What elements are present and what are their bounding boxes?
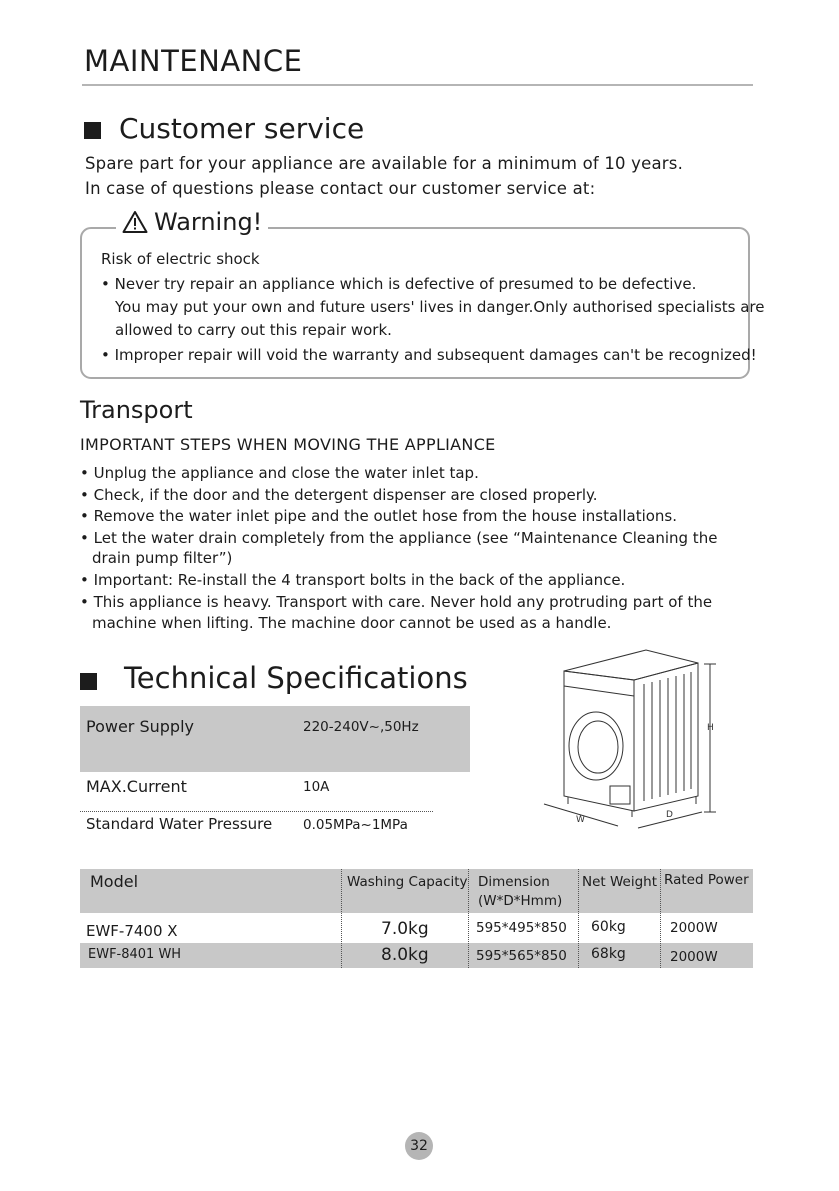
header-model: Model — [90, 872, 139, 891]
table-cell-dimension: 595*495*850 — [476, 920, 567, 936]
column-separator — [468, 869, 469, 968]
header-rated-power: Rated Power — [664, 872, 749, 888]
table-cell-power: 2000W — [670, 920, 718, 936]
table-cell-capacity: 8.0kg — [381, 945, 429, 965]
power-supply-row — [80, 706, 470, 772]
page-number: 32 — [405, 1132, 433, 1160]
warning-bullet: • Never try repair an appliance which is defective of presumed to be defective. — [101, 275, 697, 293]
customer-service-heading: Customer service — [119, 112, 365, 145]
header-net-weight: Net Weight — [582, 874, 658, 890]
header-dimension-units: (W*D*Hmm) — [478, 893, 563, 909]
transport-heading: Transport — [80, 396, 193, 424]
dimension-w-label: W — [576, 815, 585, 825]
washing-machine-diagram — [536, 646, 726, 836]
section-bullet-icon — [84, 122, 101, 139]
transport-item: • Remove the water inlet pipe and the outlet hose from the house installations. — [80, 507, 678, 525]
transport-item-cont: drain pump filter”) — [92, 549, 233, 567]
warning-title-text: Warning! — [154, 208, 263, 236]
title-divider — [82, 84, 753, 86]
spec-label: MAX.Current — [86, 777, 187, 796]
warning-bullet: • Improper repair will void the warranty and subsequent damages can't be recognized! — [101, 346, 757, 364]
table-cell-model: EWF-7400 X — [86, 922, 178, 940]
table-cell-dimension: 595*565*850 — [476, 948, 567, 964]
spec-value: 0.05MPa~1MPa — [303, 817, 408, 833]
page-title: MAINTENANCE — [84, 44, 303, 78]
transport-item: • Let the water drain completely from the appliance (see “Maintenance Cleaning the — [80, 529, 718, 547]
customer-service-line: In case of questions please contact our customer service at: — [85, 179, 596, 198]
warning-risk: Risk of electric shock — [101, 250, 260, 268]
transport-item: • This appliance is heavy. Transport with care. Never hold any protruding part of the — [80, 593, 713, 611]
dimension-h-label: H — [707, 723, 714, 733]
warning-bullet-cont: allowed to carry out this repair work. — [115, 321, 392, 339]
spec-label: Standard Water Pressure — [86, 815, 273, 833]
section-bullet-icon — [80, 673, 97, 690]
table-cell-weight: 68kg — [591, 946, 626, 962]
warning-title — [116, 208, 268, 236]
header-washing-capacity: Washing Capacity — [347, 874, 468, 890]
transport-subheading: IMPORTANT STEPS WHEN MOVING THE APPLIANCE — [80, 435, 496, 454]
customer-service-line: Spare part for your appliance are available for a minimum of 10 years. — [85, 154, 684, 173]
column-separator — [341, 869, 342, 968]
transport-item: • Check, if the door and the detergent dispenser are closed properly. — [80, 486, 598, 504]
table-cell-power: 2000W — [670, 949, 718, 965]
column-separator — [578, 869, 579, 968]
header-dimension: Dimension — [478, 874, 550, 890]
transport-item: • Important: Re-install the 4 transport bolts in the back of the appliance. — [80, 571, 626, 589]
table-cell-capacity: 7.0kg — [381, 919, 429, 939]
spec-value: 10A — [303, 779, 330, 795]
warning-triangle-icon — [122, 210, 148, 234]
spec-value: 220-240V~,50Hz — [303, 719, 419, 735]
warning-bullet-cont: You may put your own and future users' lives in danger.Only authorised specialists are — [115, 298, 765, 316]
table-cell-model: EWF-8401 WH — [88, 947, 182, 962]
column-separator — [660, 869, 661, 968]
table-cell-weight: 60kg — [591, 919, 626, 935]
spec-row-divider — [80, 811, 433, 812]
transport-item-cont: machine when lifting. The machine door cannot be used as a handle. — [92, 614, 612, 632]
transport-item: • Unplug the appliance and close the water inlet tap. — [80, 464, 479, 482]
tech-specs-heading: Technical Specifications — [124, 661, 468, 695]
spec-label: Power Supply — [86, 717, 194, 736]
dimension-d-label: D — [666, 810, 673, 820]
